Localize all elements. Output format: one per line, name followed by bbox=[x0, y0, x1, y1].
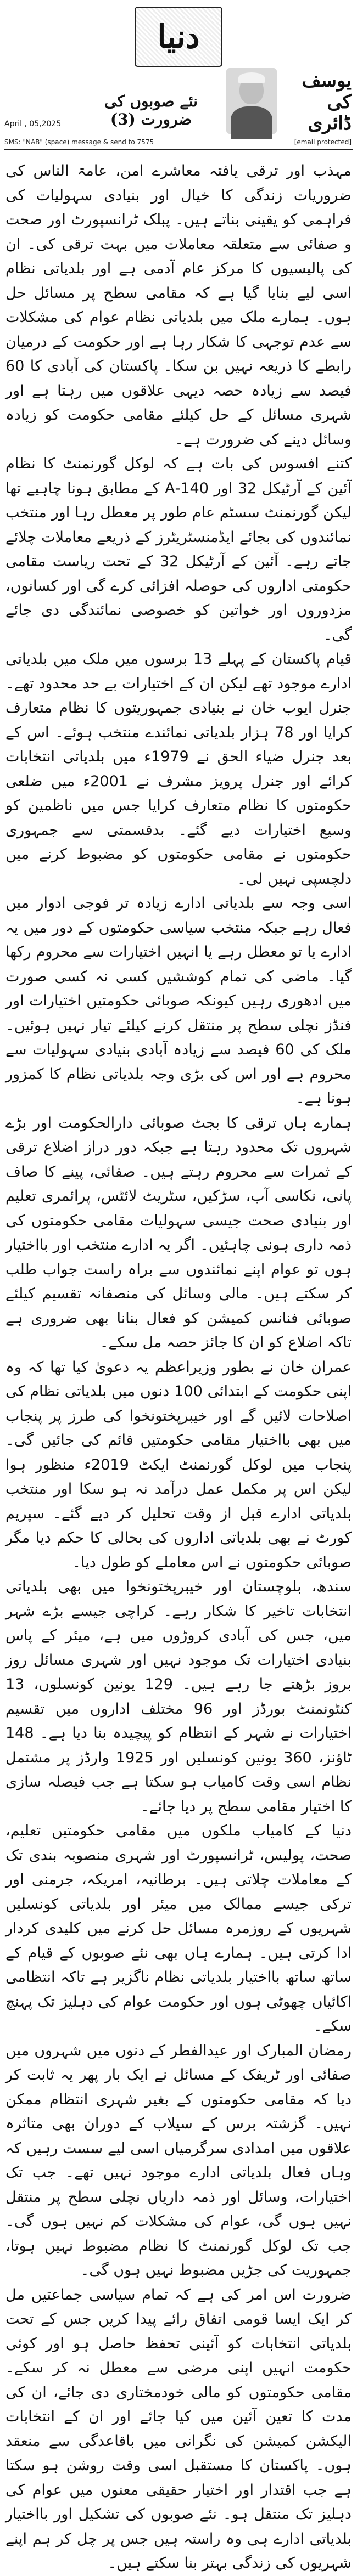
article-paragraph: ہمارے ہاں ترقی کا بجٹ صوبائی دارالحکومت اور بڑے شہروں تک محدود رہتا ہے جبکہ دور دراز اضلاع ترقی کے ثمرات سے محروم رہتے ہیں۔ صفائی، پینے کا صاف پانی، نکاسی آب، سڑکیں، سٹریٹ لائٹس، پرائمری تعلیم اور بنیادی صحت جیسی سہولیات مقامی حکومتوں کی ذمہ داری ہونی چاہئیں۔ اگر یہ ادارے منتخب اور بااختیار ہوں تو عوام اپنے نمائندوں سے براہ راست جواب طلب کر سکتے ہیں۔ مالی وسائل کی منصفانہ تقسیم کیلئے صوبائی فنانس کمیشن کو فعال بنانا بھی ضروری ہے تاکہ اضلاع کو ان کا جائز حصہ مل سکے۔ bbox=[5, 1114, 352, 1351]
article-paragraph: سندھ، بلوچستان اور خیبرپختونخوا میں بھی بلدیاتی انتخابات تاخیر کا شکار رہے۔ کراچی جیسے بڑے شہر میں، جس کی آبادی کروڑوں میں ہے، میئر کے پاس بنیادی اختیارات تک موجود نہیں اور شہری مسائل روز بروز بڑھتے جا رہے ہیں۔ 129 یونین کونسلوں، 13 کنٹونمنٹ بورڈز اور 96 مختلف اداروں میں تقسیم اختیارات نے شہر کے انتظام کو پیچیدہ بنا دیا ہے۔ 148 ٹاؤنز، 360 یونین کونسلیں اور 1925 وارڈز پر مشتمل نظام اسی وقت کامیاب ہو سکتا ہے جب فیصلہ سازی کا اختیار مقامی سطح پر دیا جائے۔ bbox=[5, 1578, 352, 1815]
newspaper-logo bbox=[135, 7, 222, 67]
article-paragraph: رمضان المبارک اور عیدالفطر کے دنوں میں شہروں میں صفائی اور ٹریفک کے مسائل نے ایک بار پھر یہ ثابت کر دیا کہ مقامی حکومتوں کے بغیر شہری انتظام ممکن نہیں۔ گزشتہ برس کے سیلاب کے دوران بھی متاثرہ علاقوں میں امدادی سرگرمیاں اسی لیے سست رہیں کہ وہاں فعال بلدیاتی ادارے موجود نہیں تھے۔ جب تک اختیارات، وسائل اور ذمہ داریاں نچلی سطح پر منتقل نہیں ہوں گی، عوام کی مشکلات کم نہیں ہوں گی۔ جب تک لوکل گورنمنٹ کا نظام مضبوط نہیں ہوتا، جمہوریت کی جڑیں مضبوط نہیں ہوں گی۔ bbox=[5, 2042, 352, 2279]
sms-info: SMS: "NAB" (space) message & send to 7575 bbox=[4, 138, 154, 146]
masthead bbox=[0, 0, 357, 165]
photo-body bbox=[231, 106, 272, 139]
author-name-line2: کی ڈائری bbox=[308, 91, 352, 135]
author-email[interactable]: [email protected] bbox=[294, 138, 352, 146]
column-title: نئے صوبوں کی ضرورت (3) bbox=[104, 92, 198, 128]
article-paragraph: قیام پاکستان کے پہلے 13 برسوں میں ملک میں بلدیاتی ادارے موجود تھے لیکن ان کے اختیارات بے حد محدود تھے۔ جنرل ایوب خان نے بنیادی جمہوریتوں کا نظام متعارف کرایا اور 78 ہزار بلدیاتی نمائندے منتخب ہوئے۔ اس کے بعد جنرل ضیاء الحق نے 1979ء میں بلدیاتی انتخابات کرائے اور جنرل پرویز مشرف نے 2001ء میں ضلعی حکومتوں کا نظام متعارف کرایا جس میں ناظمین کو وسیع اختیارات دیے گئے۔ بدقسمتی سے جمہوری حکومتوں نے مقامی حکومتوں کو مضبوط کرنے میں دلچسپی نہیں لی۔ bbox=[5, 651, 352, 888]
author-photo bbox=[226, 68, 277, 134]
publish-date: April , 05,2025 bbox=[4, 120, 62, 128]
article-paragraph: دنیا کے کامیاب ملکوں میں مقامی حکومتیں تعلیم، صحت، پولیس، ٹرانسپورٹ اور شہری منصوبہ بندی تک کے معاملات چلاتی ہیں۔ برطانیہ، امریکہ، جرمنی اور ترکی جیسے ممالک میں میئر اور بلدیاتی کونسلیں شہریوں کے روزمرہ مسائل حل کرنے میں کلیدی کردار ادا کرتی ہیں۔ ہمارے ہاں بھی نئے صوبوں کے قیام کے ساتھ ساتھ بااختیار بلدیاتی نظام ناگزیر ہے تاکہ انتظامی اکائیاں چھوٹی ہوں اور حکومت عوام کی دہلیز تک پہنچ سکے۔ bbox=[5, 1822, 352, 2035]
article-paragraph: کتنے افسوس کی بات ہے کہ لوکل گورنمنٹ کا نظام آئین کے آرٹیکل 32 اور 140-A کے مطابق ہونا چاہیے تھا لیکن گورنمنٹ سسٹم عام طور پر معطل رہا اور منتخب نمائندوں کی بجائے ایڈمنسٹریٹرز کے ذریعے معاملات چلائے جاتے رہے۔ آئین کے آرٹیکل 32 کے تحت ریاست مقامی حکومتی اداروں کی حوصلہ افزائی کرے گی اور کسانوں، مزدوروں اور خواتین کو خصوصی نمائندگی دی جائے گی۔ bbox=[5, 455, 352, 643]
article-body bbox=[5, 159, 352, 2572]
article-paragraph: ضرورت اس امر کی ہے کہ تمام سیاسی جماعتیں مل کر ایک ایسا قومی اتفاق رائے پیدا کریں جس کے تحت بلدیاتی انتخابات کو آئینی تحفظ حاصل ہو اور کوئی حکومت انہیں اپنی مرضی سے معطل نہ کر سکے۔ مقامی حکومتوں کو مالی خودمختاری دی جائے، ان کی مدت کا تعین آئین میں کیا جائے اور ان کے انتخابات الیکشن کمیشن کی نگرانی میں باقاعدگی سے منعقد ہوں۔ پاکستان کا مستقبل اسی وقت روشن ہو سکتا ہے جب اقتدار اور اختیار حقیقی معنوں میں عوام کی دہلیز تک منتقل ہو۔ نئے صوبوں کی تشکیل اور بااختیار بلدیاتی ادارے ہی وہ راستہ ہیں جس پر چل کر ہم اپنے شہریوں کی زندگی بہتر بنا سکتے ہیں۔ bbox=[5, 2286, 352, 2572]
author-name bbox=[279, 70, 352, 134]
header-divider bbox=[4, 149, 353, 150]
logo-text: دنیا bbox=[157, 18, 200, 55]
article-paragraph: عمران خان نے بطور وزیراعظم یہ دعویٰ کیا تھا کہ وہ اپنی حکومت کے ابتدائی 100 دنوں میں بلدیاتی نظام کی اصلاحات لائیں گے اور خیبرپختونخوا کی طرز پر پنجاب میں بھی بااختیار مقامی حکومتیں قائم کی جائیں گی۔ پنجاب میں لوکل گورنمنٹ ایکٹ 2019ء منظور ہوا لیکن اس پر مکمل عمل درآمد نہ ہو سکا اور منتخب بلدیاتی ادارے قبل از وقت تحلیل کر دیے گئے۔ سپریم کورٹ نے بھی بلدیاتی اداروں کی بحالی کا حکم دیا مگر صوبائی حکومتوں نے اس معاملے کو طول دیا۔ bbox=[5, 1358, 352, 1571]
article-paragraph: اسی وجہ سے بلدیاتی ادارے زیادہ تر فوجی ادوار میں فعال رہے جبکہ منتخب سیاسی حکومتوں کے دور میں یہ ادارے یا تو معطل رہے یا انہیں اختیارات سے محروم رکھا گیا۔ ماضی کی تمام کوششیں کسی نہ کسی صورت میں ادھوری رہیں کیونکہ صوبائی حکومتیں اختیارات اور فنڈز نچلی سطح پر منتقل کرنے کیلئے تیار نہیں ہوئیں۔ ملک کی 60 فیصد سے زیادہ آبادی بنیادی سہولیات سے محروم ہے اور اس کی بڑی وجہ بلدیاتی نظام کا کمزور ہونا ہے۔ bbox=[5, 895, 352, 1107]
author-name-line1: یوسف bbox=[302, 70, 352, 92]
article-paragraph: مہذب اور ترقی یافتہ معاشرے امن، عامۃ الناس کی ضروریات زندگی کا خیال اور بنیادی سہولیات کی فراہمی کو یقینی بناتے ہیں۔ پبلک ٹرانسپورٹ اور صحت و صفائی سے متعلقہ معاملات میں بہت ترقی کی۔ ان کی پالیسیوں کا مرکز عام آدمی ہے اور بلدیاتی نظام اسی لیے بنایا گیا ہے کہ مقامی سطح پر مسائل حل ہوں۔ ہمارے ملک میں بلدیاتی نظام عوام کی مشکلات سے عدم توجہی کا شکار رہا ہے اور حکومت کے درمیان رابطے کا ذریعہ نہیں بن سکا۔ پاکستان کی آبادی کا 60 فیصد سے زیادہ حصہ دیہی علاقوں میں رہتا ہے اور شہری مسائل کے حل کیلئے مقامی حکومت کو زیادہ وسائل دینے کی ضرورت ہے۔ bbox=[5, 162, 352, 448]
photo-hair bbox=[238, 72, 265, 83]
contact-line bbox=[4, 138, 352, 146]
